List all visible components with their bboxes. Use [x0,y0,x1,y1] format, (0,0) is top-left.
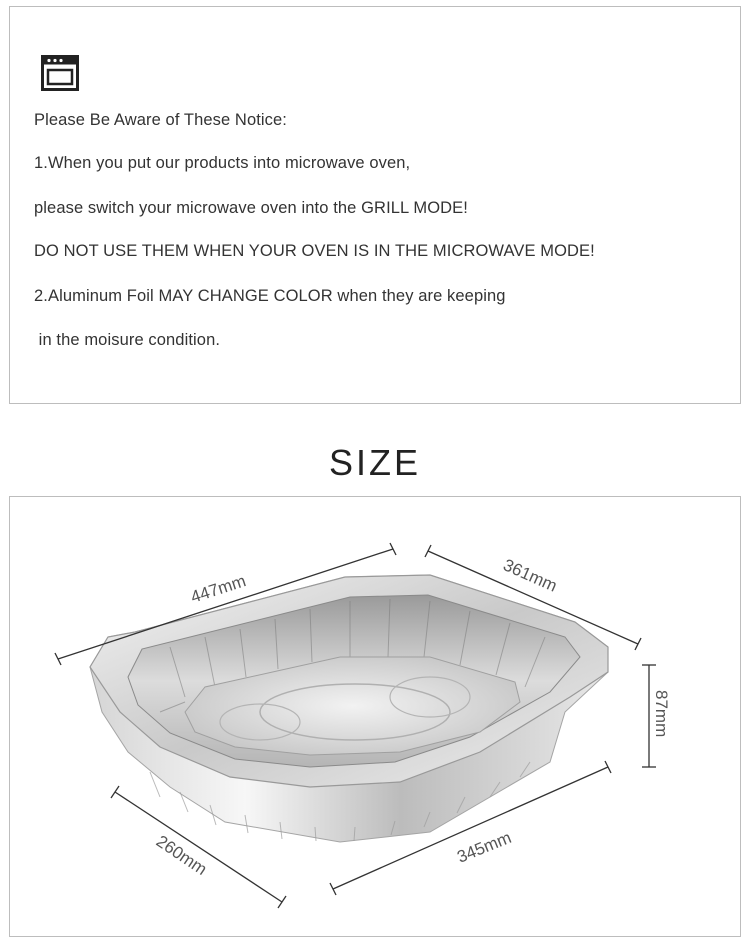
dim-label-bottom-length: 345mm [454,827,515,867]
notice-line-3: DO NOT USE THEM WHEN YOUR OVEN IS IN THE MICROWAVE MODE! [34,242,595,260]
notice-line-2: please switch your microwave oven into the GRILL MODE! [34,199,468,217]
notice-heading: Please Be Aware of These Notice: [34,111,287,129]
notice-line-4: 2.Aluminum Foil MAY CHANGE COLOR when they are keeping [34,287,506,305]
notice-line-5: in the moisure condition. [34,331,221,349]
notice-line-1: 1.When you put our products into microwave oven, [34,154,411,172]
oven-icon [41,55,79,91]
tray-diagram [10,497,741,937]
size-panel [9,496,741,937]
size-title: SIZE [328,442,421,483]
dim-label-height: 87mm [652,690,671,738]
notice-panel [9,6,741,404]
dim-label-bottom-width: 260mm [152,831,211,880]
dim-label-top-length: 447mm [188,571,249,607]
dim-label-top-width: 361mm [500,555,560,596]
